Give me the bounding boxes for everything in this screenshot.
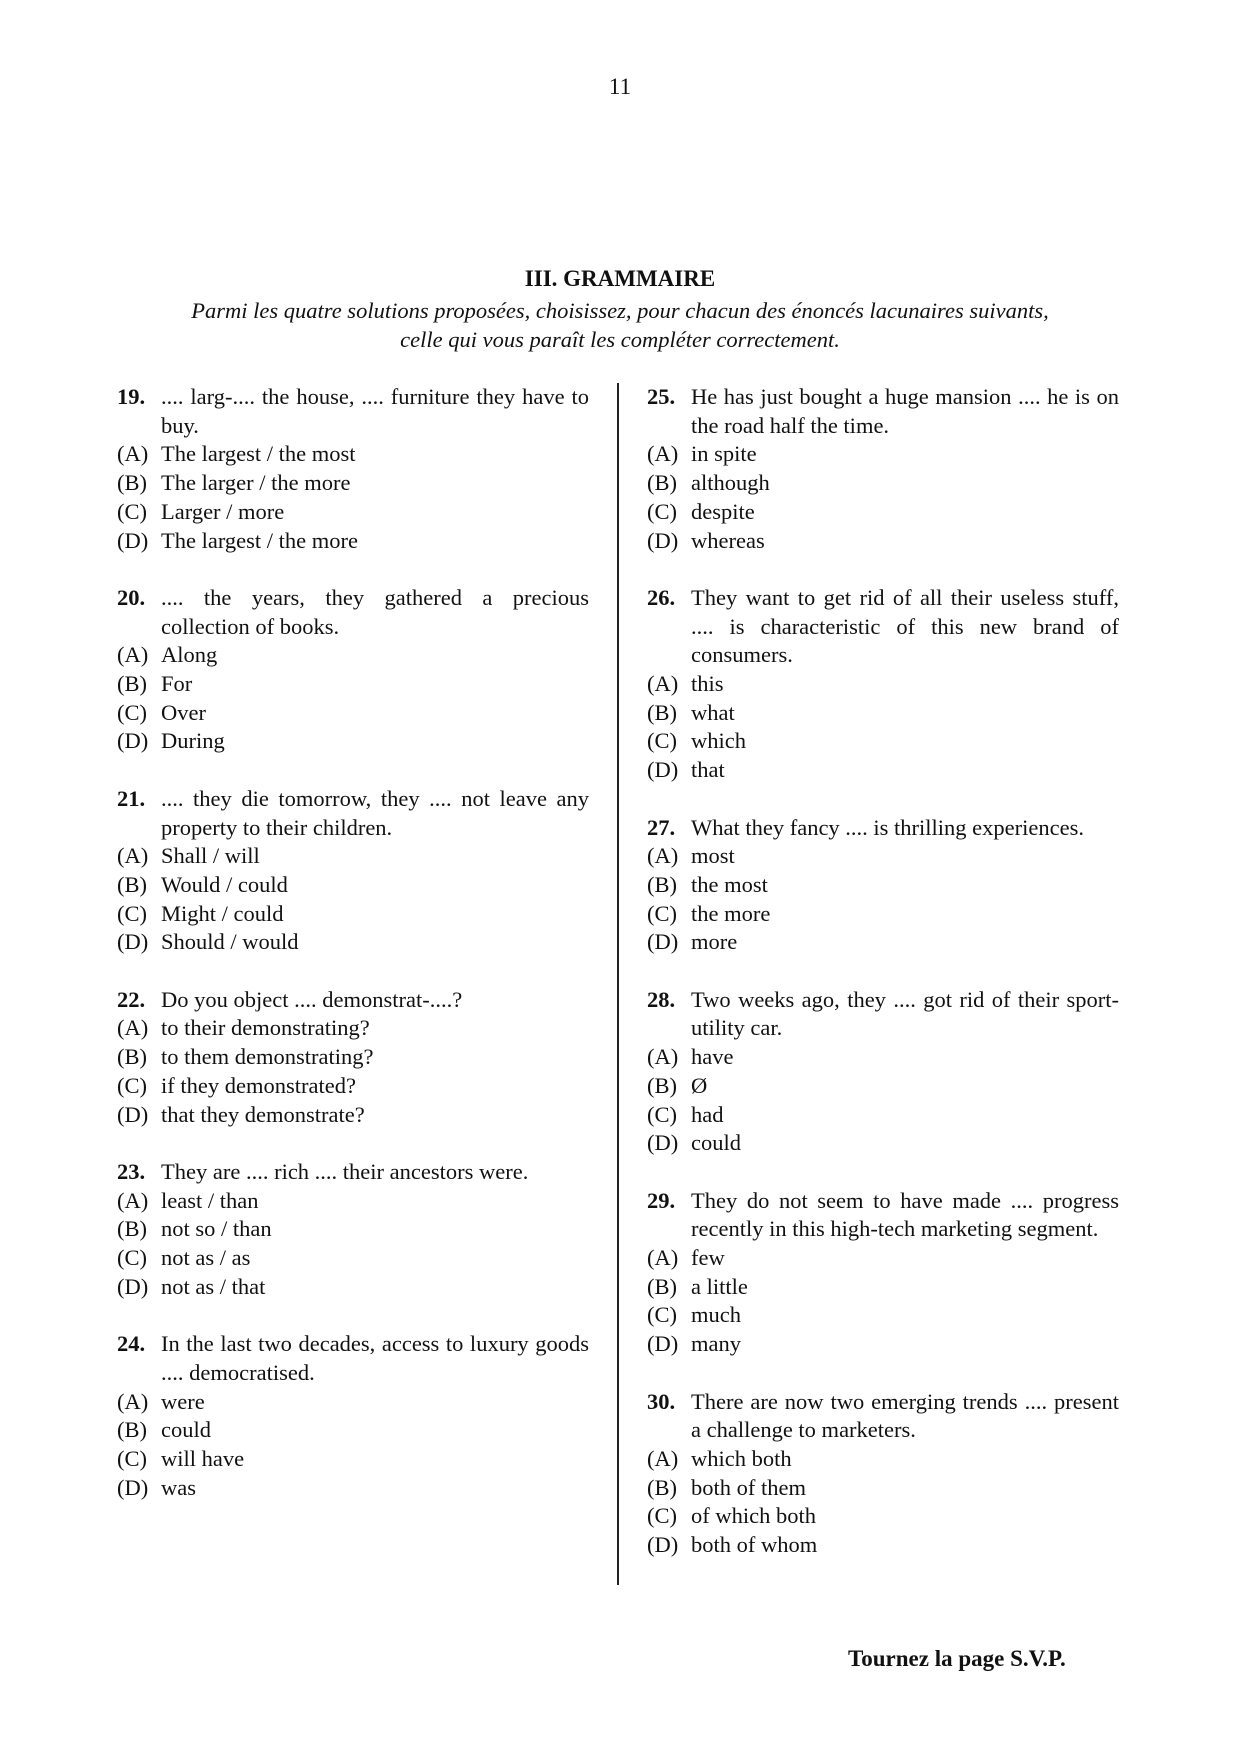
answer-option[interactable] [117,1474,589,1503]
option-text: more [691,929,738,955]
option-letter: (D) [647,1130,679,1156]
option-text: The largest / the more [161,527,359,553]
question-item [117,1158,589,1302]
option-text: Larger / more [161,498,285,524]
option-letter: (D) [117,527,149,553]
option-letter: (B) [647,1273,677,1299]
answer-option[interactable] [117,1416,589,1445]
option-letter: (C) [647,1101,677,1127]
answer-option[interactable] [647,670,1119,699]
answer-options [117,842,589,957]
instructions-line-2: celle qui vous paraît les compléter correctement. [400,327,840,352]
option-text: could [161,1417,211,1443]
answer-option[interactable] [117,498,589,527]
option-text: whereas [691,527,765,553]
question-number: 29. [647,1187,676,1213]
question-item [647,986,1119,1158]
option-text: Over [161,699,206,725]
answer-option[interactable] [117,1101,589,1130]
instructions-line-1: Parmi les quatre solutions proposées, choisissez, pour chacun des énoncés lacunaires suivants, [191,298,1049,323]
option-letter: (A) [647,1044,679,1070]
option-letter: (A) [117,843,149,869]
option-letter: (D) [647,527,679,553]
question-stem [117,383,589,440]
option-text: what [691,699,735,725]
option-letter: (D) [647,1532,679,1558]
question-text: Two weeks ago, they .... got rid of their sport-utility car. [691,986,1119,1041]
answer-option[interactable] [117,699,589,728]
option-text: the more [691,900,771,926]
question-text: There are now two emerging trends .... present a challenge to marketers. [691,1388,1119,1443]
question-number: 23. [117,1158,146,1184]
option-letter: (C) [117,1072,147,1098]
option-letter: (B) [117,871,147,897]
answer-options [117,440,589,555]
answer-option[interactable] [117,1388,589,1417]
question-stem [117,986,589,1015]
option-text: could [691,1130,741,1156]
answer-option[interactable] [647,1101,1119,1130]
option-text: both of whom [691,1532,818,1558]
question-text: Do you object .... demonstrat-....? [161,986,463,1012]
answer-option[interactable] [117,900,589,929]
option-text: The larger / the more [161,470,351,496]
option-letter: (A) [117,1015,149,1041]
question-item [117,383,589,555]
option-text: of which both [691,1503,816,1529]
answer-options [647,440,1119,555]
option-letter: (C) [117,498,147,524]
option-letter: (C) [647,1503,677,1529]
option-text: During [161,728,225,754]
option-text: not as / as [161,1245,251,1271]
answer-option[interactable] [117,1215,589,1244]
option-text: Along [161,642,218,668]
question-number: 27. [647,814,676,840]
answer-option[interactable] [117,871,589,900]
option-letter: (A) [647,441,679,467]
answer-option[interactable] [647,756,1119,785]
option-text: this [691,671,724,697]
answer-option[interactable] [647,1273,1119,1302]
question-stem [647,584,1119,670]
option-letter: (B) [117,1044,147,1070]
option-text: which both [691,1445,792,1471]
option-text: both of them [691,1474,806,1500]
answer-options [117,1388,589,1503]
answer-option[interactable] [117,1072,589,1101]
question-stem [117,785,589,842]
answer-options [117,1014,589,1129]
option-letter: (A) [647,1445,679,1471]
question-text: .... larg-.... the house, .... furniture they have to buy. [161,384,589,438]
answer-option[interactable] [117,928,589,957]
option-letter: (B) [117,470,147,496]
option-text: have [691,1044,734,1070]
option-text: a little [691,1273,748,1299]
answer-option[interactable] [647,1244,1119,1273]
question-item [647,814,1119,958]
answer-option[interactable] [117,641,589,670]
answer-option[interactable] [647,469,1119,498]
option-letter: (B) [117,1216,147,1242]
option-text: The largest / the most [161,441,356,467]
question-stem [117,1330,589,1387]
question-stem [647,1388,1119,1445]
option-letter: (B) [647,1072,677,1098]
answer-option[interactable] [647,1129,1119,1158]
question-text: They do not seem to have made .... progress recently in this high-tech marketing segment. [691,1187,1119,1242]
section-instructions [120,296,1120,354]
option-text: if they demonstrated? [161,1072,356,1098]
option-text: that [691,757,725,783]
question-item [117,785,589,957]
turn-page-note: Tournez la page S.V.P. [848,1646,1066,1671]
option-text: For [161,671,193,697]
option-text: many [691,1331,741,1357]
answer-options [117,1187,589,1302]
question-stem [117,1158,589,1187]
question-item [647,584,1119,785]
answer-options [647,842,1119,957]
question-number: 25. [647,384,676,409]
question-item [117,1330,589,1502]
option-letter: (C) [117,1245,147,1271]
question-item [117,584,589,756]
answer-option[interactable] [647,928,1119,957]
option-text: least / than [161,1187,259,1213]
option-letter: (D) [117,1273,149,1299]
question-number: 28. [647,986,676,1012]
answer-options [647,1043,1119,1158]
option-text: Ø [691,1072,708,1098]
option-letter: (C) [647,1302,677,1328]
option-text: that they demonstrate? [161,1101,365,1127]
answer-option[interactable] [647,900,1119,929]
answer-option[interactable] [647,1072,1119,1101]
answer-option[interactable] [647,1330,1119,1359]
answer-option[interactable] [117,1043,589,1072]
question-text: He has just bought a huge mansion .... he is on the road half the time. [691,384,1119,438]
option-letter: (C) [647,728,677,754]
option-text: Might / could [161,900,284,926]
question-item [647,1388,1119,1560]
option-letter: (B) [647,871,677,897]
option-letter: (A) [117,441,149,467]
option-text: much [691,1302,741,1328]
option-letter: (D) [647,1331,679,1357]
answer-options [647,670,1119,785]
question-text: They are .... rich .... their ancestors were. [161,1158,529,1184]
option-text: most [691,843,735,869]
answer-options [647,1445,1119,1560]
question-number: 30. [647,1388,676,1414]
question-stem [647,814,1119,843]
option-letter: (A) [117,642,149,668]
option-letter: (D) [117,929,149,955]
question-text: What they fancy .... is thrilling experiences. [691,814,1084,840]
option-text: which [691,728,746,754]
question-number: 26. [647,584,676,610]
answer-option[interactable] [117,727,589,756]
question-number: 21. [117,785,146,811]
option-text: not so / than [161,1216,272,1242]
answer-option[interactable] [647,1445,1119,1474]
answer-option[interactable] [647,727,1119,756]
column-divider [617,383,619,1585]
option-letter: (C) [647,900,677,926]
question-text: .... they die tomorrow, they .... not leave any property to their children. [161,785,589,840]
question-number: 20. [117,584,146,610]
option-text: not as / that [161,1273,266,1299]
option-text: although [691,470,770,496]
option-letter: (B) [647,699,677,725]
answer-option[interactable] [117,1187,589,1216]
question-text: In the last two decades, access to luxury goods .... democratised. [161,1331,589,1385]
answer-option[interactable] [647,1043,1119,1072]
option-text: few [691,1245,725,1271]
answer-option[interactable] [117,1273,589,1302]
option-text: the most [691,871,768,897]
answer-option[interactable] [647,1502,1119,1531]
question-item [117,986,589,1130]
option-letter: (A) [647,843,679,869]
option-letter: (D) [117,728,149,754]
answer-option[interactable] [647,498,1119,527]
option-text: were [161,1388,205,1414]
answer-option[interactable] [117,527,589,556]
question-number: 22. [117,986,146,1012]
answer-option[interactable] [117,670,589,699]
answer-option[interactable] [647,527,1119,556]
answer-option[interactable] [647,699,1119,728]
question-stem [647,986,1119,1043]
option-text: Would / could [161,871,288,897]
option-text: in spite [691,441,757,467]
page-number: 11 [608,74,632,99]
option-letter: (B) [117,1417,147,1443]
answer-option[interactable] [647,842,1119,871]
option-letter: (B) [117,671,147,697]
answer-option[interactable] [117,1014,589,1043]
left-question-column [117,383,589,1531]
option-letter: (C) [117,699,147,725]
section-title: III. GRAMMAIRE [524,266,716,291]
answer-option[interactable] [647,871,1119,900]
question-item [647,383,1119,555]
answer-option[interactable] [117,842,589,871]
option-letter: (D) [647,929,679,955]
answer-option[interactable] [117,469,589,498]
question-item [647,1187,1119,1359]
answer-option[interactable] [647,1474,1119,1503]
option-letter: (D) [647,757,679,783]
option-letter: (B) [647,470,677,496]
question-text: They want to get rid of all their useless stuff, .... is characteristic of this new brand of consumers. [691,584,1119,668]
option-letter: (A) [117,1187,149,1213]
answer-options [647,1244,1119,1359]
option-letter: (C) [117,900,147,926]
option-text: Shall / will [161,843,260,869]
answer-option[interactable] [117,440,589,469]
question-number: 19. [117,384,146,409]
option-text: Should / would [161,929,299,955]
question-stem [647,383,1119,440]
option-text: will have [161,1445,245,1471]
option-text: to them demonstrating? [161,1044,374,1070]
answer-option[interactable] [647,1531,1119,1560]
option-letter: (A) [647,671,679,697]
question-stem [117,584,589,641]
question-stem [647,1187,1119,1244]
question-number: 24. [117,1331,146,1357]
option-letter: (D) [117,1101,149,1127]
answer-option[interactable] [117,1445,589,1474]
answer-option[interactable] [117,1244,589,1273]
answer-options [117,641,589,756]
option-letter: (C) [647,498,677,524]
right-question-column [647,383,1119,1588]
option-letter: (A) [647,1245,679,1271]
option-letter: (C) [117,1445,147,1471]
option-text: despite [691,498,755,524]
option-letter: (B) [647,1474,677,1500]
option-letter: (D) [117,1474,149,1500]
answer-option[interactable] [647,440,1119,469]
option-letter: (A) [117,1388,149,1414]
option-text: had [691,1101,724,1127]
option-text: to their demonstrating? [161,1015,370,1041]
question-text: .... the years, they gathered a precious collection of books. [161,584,589,639]
answer-option[interactable] [647,1301,1119,1330]
option-text: was [161,1474,196,1500]
